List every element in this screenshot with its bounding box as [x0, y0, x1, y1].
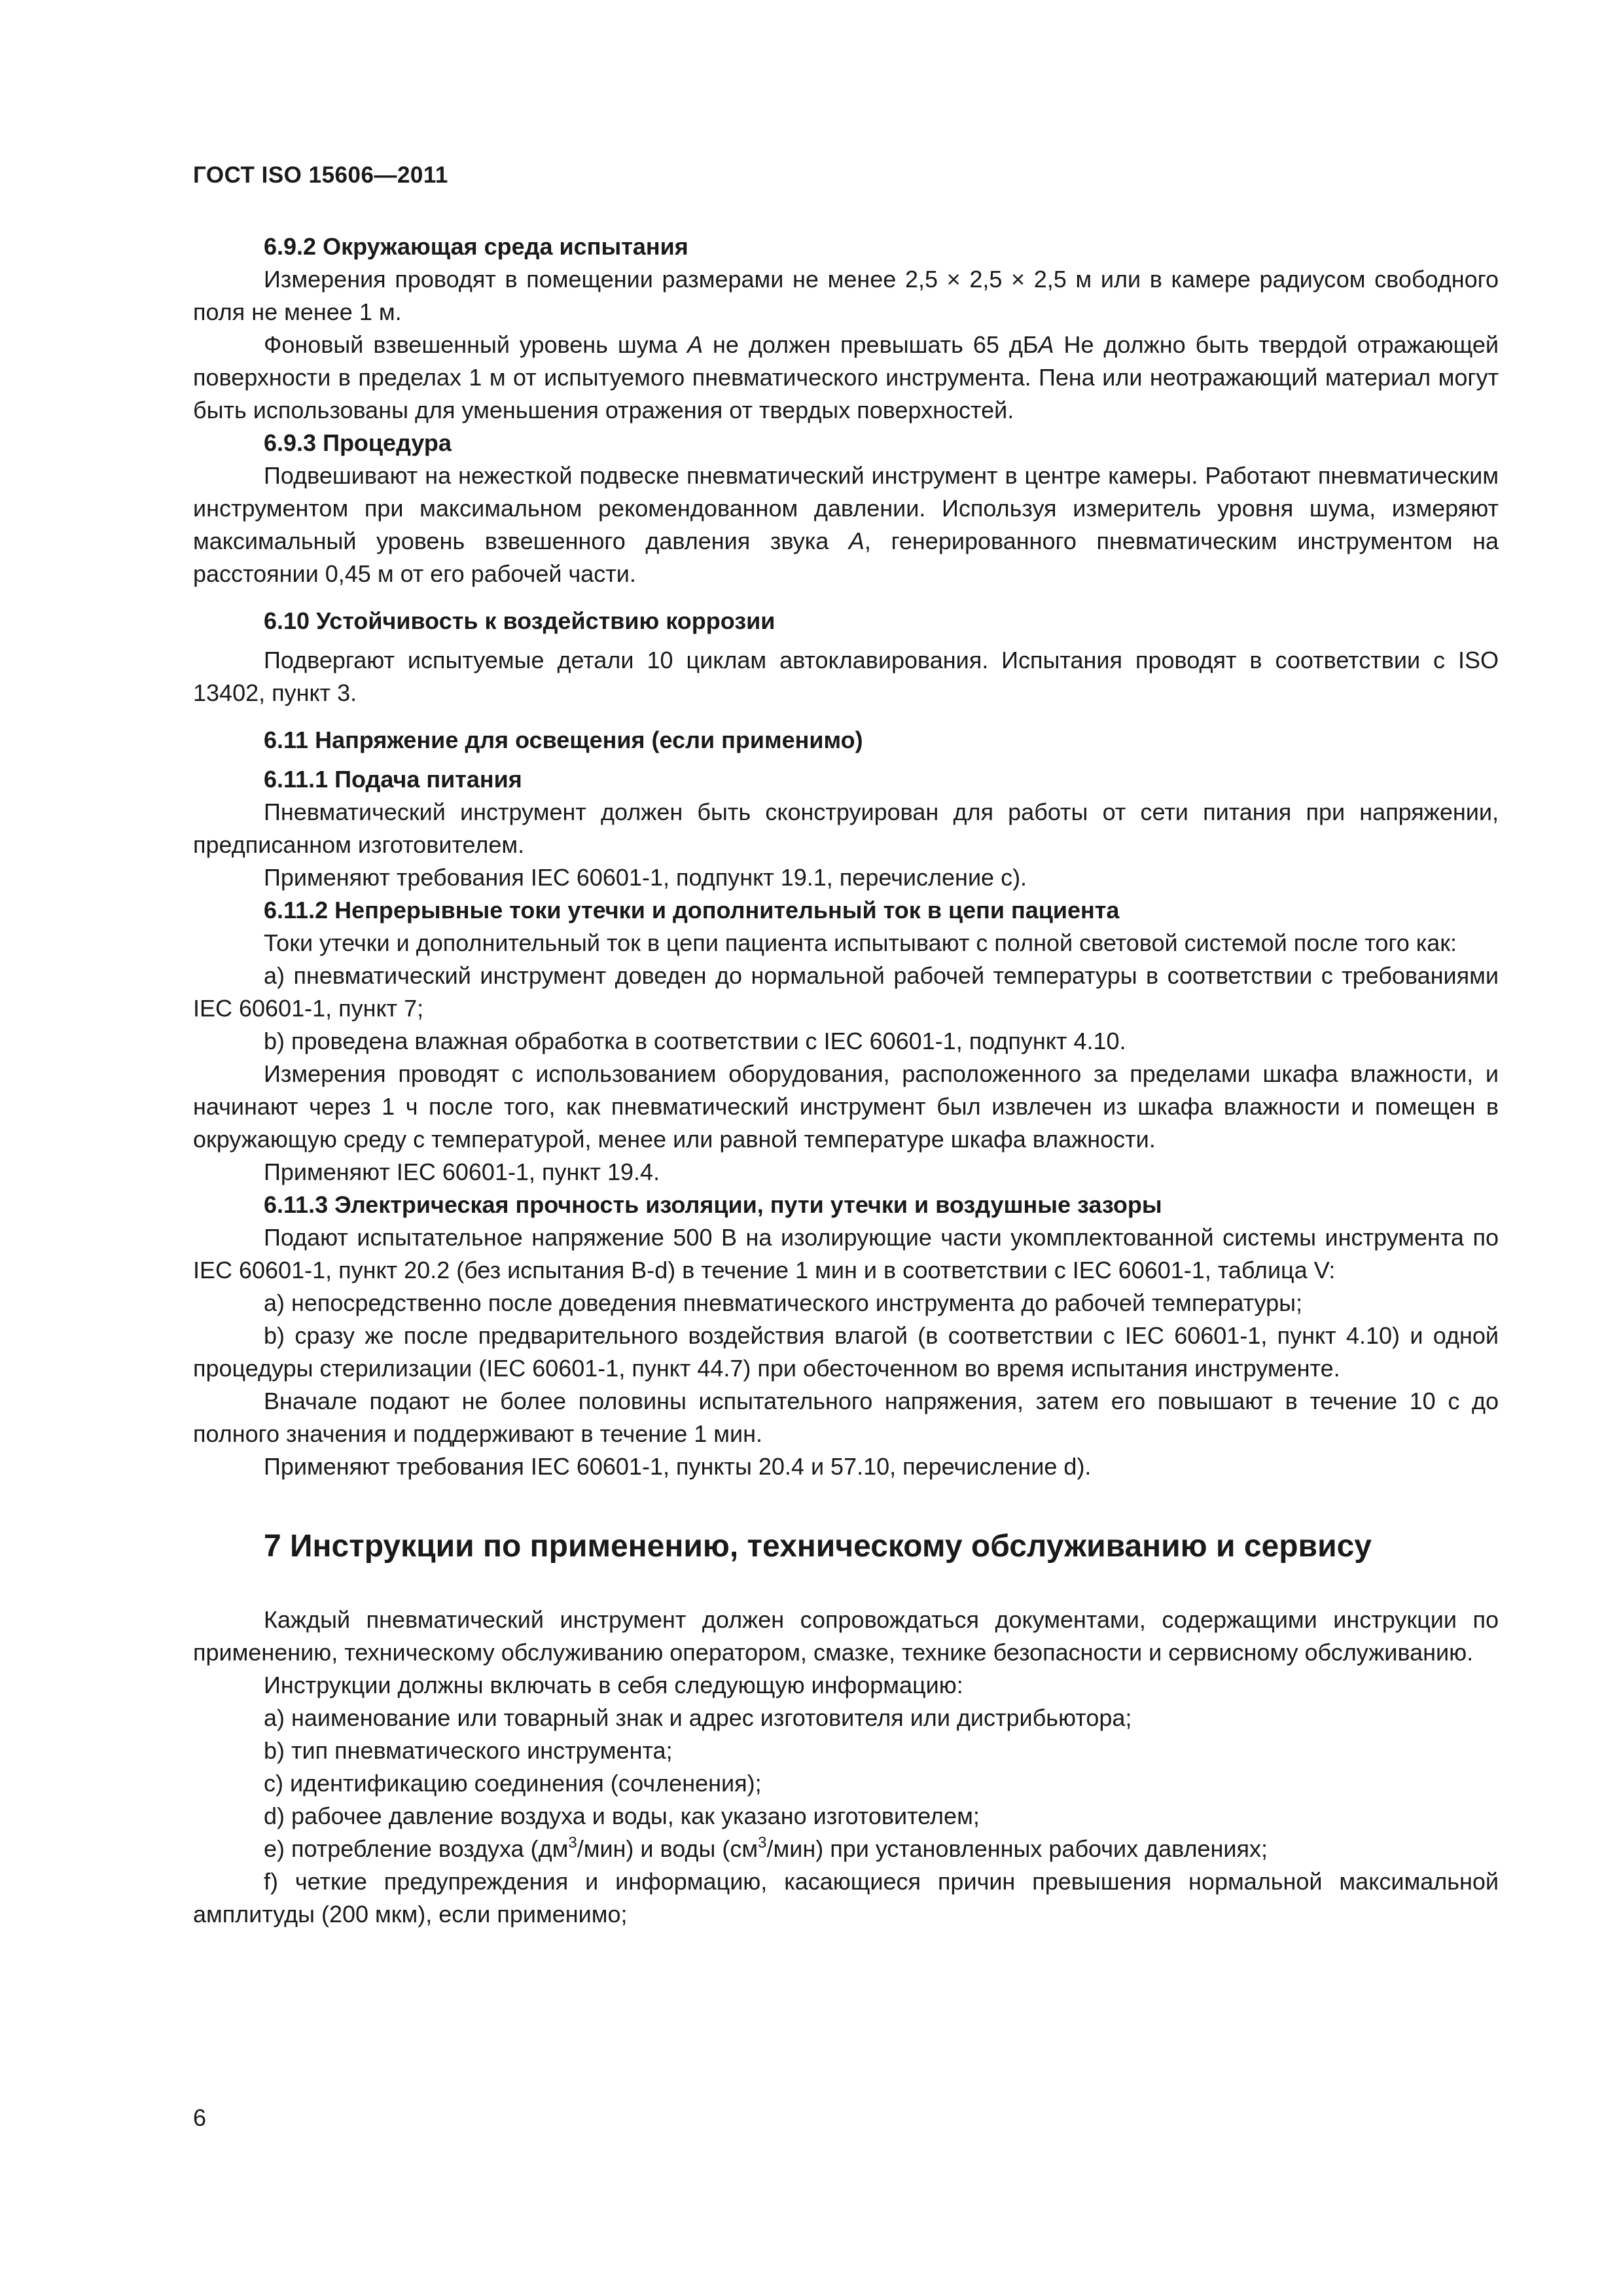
heading-6-11-1: 6.11.1 Подача питания — [264, 766, 522, 793]
paragraph: Применяют требования IEC 60601-1, подпункт 19.1, перечисление с). — [264, 864, 1027, 891]
list-item: с) идентификацию соединения (сочленения); — [264, 1770, 762, 1797]
paragraph: Подвергают испытуемые детали 10 циклам автоклавирования. Испытания проводят в соответствии с ISO 13402, пункт 3. — [193, 647, 1499, 706]
document-code: ГОСТ ISO 15606—2011 — [193, 162, 448, 188]
heading-6-9-2: 6.9.2 Окружающая среда испытания — [264, 233, 688, 260]
paragraph: Применяют IEC 60601-1, пункт 19.4. — [264, 1158, 660, 1185]
list-item: а) пневматический инструмент доведен до нормальной рабочей температуры в соответствии с требованиями IEC 60601-1, пункт 7; — [193, 962, 1499, 1022]
paragraph: Токи утечки и дополнительный ток в цепи пациента испытывают с полной световой системой после того как: — [264, 929, 1457, 956]
list-item: а) наименование или товарный знак и адрес изготовителя или дистрибьютора; — [264, 1704, 1132, 1731]
paragraph: Измерения проводят с использованием оборудования, расположенного за пределами шкафа влажности, и начинают через 1 ч после того, как пневматический инструмент был извлечен из шкафа влажности и помещен в окружающую среду с температурой, менее или равной температуре шкафа влажности. — [193, 1060, 1499, 1153]
heading-6-11-2: 6.11.2 Непрерывные токи утечки и дополнительный ток в цепи пациента — [264, 897, 1120, 924]
page-number: 6 — [193, 2104, 207, 2131]
paragraph: Измерения проводят в помещении размерами не менее 2,5 × 2,5 × 2,5 м или в камере радиусом свободного поля не менее 1 м. — [193, 266, 1499, 325]
paragraph: Вначале подают не более половины испытательного напряжения, затем его повышают в течение 10 с до полного значения и поддерживают в течение 1 мин. — [193, 1388, 1499, 1447]
paragraph: Подают испытательное напряжение 500 В на изолирующие части укомплектованной системы инструмента по IEC 60601-1, пункт 20.2 (без испытания B-d) в течение 1 мин и в соответствии с IEC 60601-1, таблица V: — [193, 1224, 1499, 1283]
section-title-7: 7 Инструкции по применению, техническому обслуживанию и сервису — [264, 1529, 1372, 1564]
heading-6-11: 6.11 Напряжение для освещения (если применимо) — [264, 726, 863, 753]
heading-6-9-3: 6.9.3 Процедура — [264, 429, 452, 456]
list-item: b) тип пневматического инструмента; — [264, 1737, 673, 1764]
heading-6-11-3: 6.11.3 Электрическая прочность изоляции, пути утечки и воздушные зазоры — [264, 1191, 1162, 1218]
list-item: b) сразу же после предварительного воздействия влагой (в соответствии с IEC 60601-1, пункт 4.10) и одной процедуры стерилизации (IEC 60601-1, пункт 44.7) при обесточенном во время испытания инструменте. — [193, 1322, 1499, 1382]
paragraph: Фоновый взвешенный уровень шума A не должен превышать 65 дБA Не должно быть твердой отражающей поверхности в пределах 1 м от испытуемого пневматического инструмента. Пена или неотражающий материал могут быть использованы для уменьшения отражения от твердых поверхностей. — [193, 331, 1499, 423]
paragraph: Пневматический инструмент должен быть сконструирован для работы от сети питания при напряжении, предписанном изготовителем. — [193, 798, 1499, 858]
paragraph: Инструкции должны включать в себя следующую информацию: — [264, 1672, 963, 1698]
list-item: е) потребление воздуха $(дм^3/мин)$ и воды $(см^3/мин)$ при установленных рабочих давлениях; — [264, 1834, 1268, 1862]
paragraph: Применяют требования IEC 60601-1, пункты 20.4 и 57.10, перечисление d). — [264, 1453, 1092, 1480]
list-item: f) четкие предупреждения и информацию, касающиеся причин превышения нормальной максимальной амплитуды (200 мкм), если применимо; — [193, 1868, 1499, 1928]
document-body — [193, 230, 1499, 1931]
heading-6-10: 6.10 Устойчивость к воздействию коррозии — [264, 607, 776, 634]
list-item: b) проведена влажная обработка в соответствии с IEC 60601-1, подпункт 4.10. — [264, 1028, 1126, 1054]
list-item: а) непосредственно после доведения пневматического инструмента до рабочей температуры; — [264, 1289, 1303, 1316]
list-item: d) рабочее давление воздуха и воды, как указано изготовителем; — [264, 1803, 980, 1829]
paragraph: Подвешивают на нежесткой подвеске пневматический инструмент в центре камеры. Работают пневматическим инструментом при максимальном рекомендованном давлении. Используя измеритель уровня шума, измеряют максимальный уровень взвешенного давления звука A, генерированного пневматическим инструментом на расстоянии 0,45 м от его рабочей части. — [193, 462, 1499, 587]
paragraph: Каждый пневматический инструмент должен сопровождаться документами, содержащими инструкции по применению, техническому обслуживанию оператором, смазке, технике безопасности и сервисному обслуживанию. — [193, 1606, 1499, 1666]
